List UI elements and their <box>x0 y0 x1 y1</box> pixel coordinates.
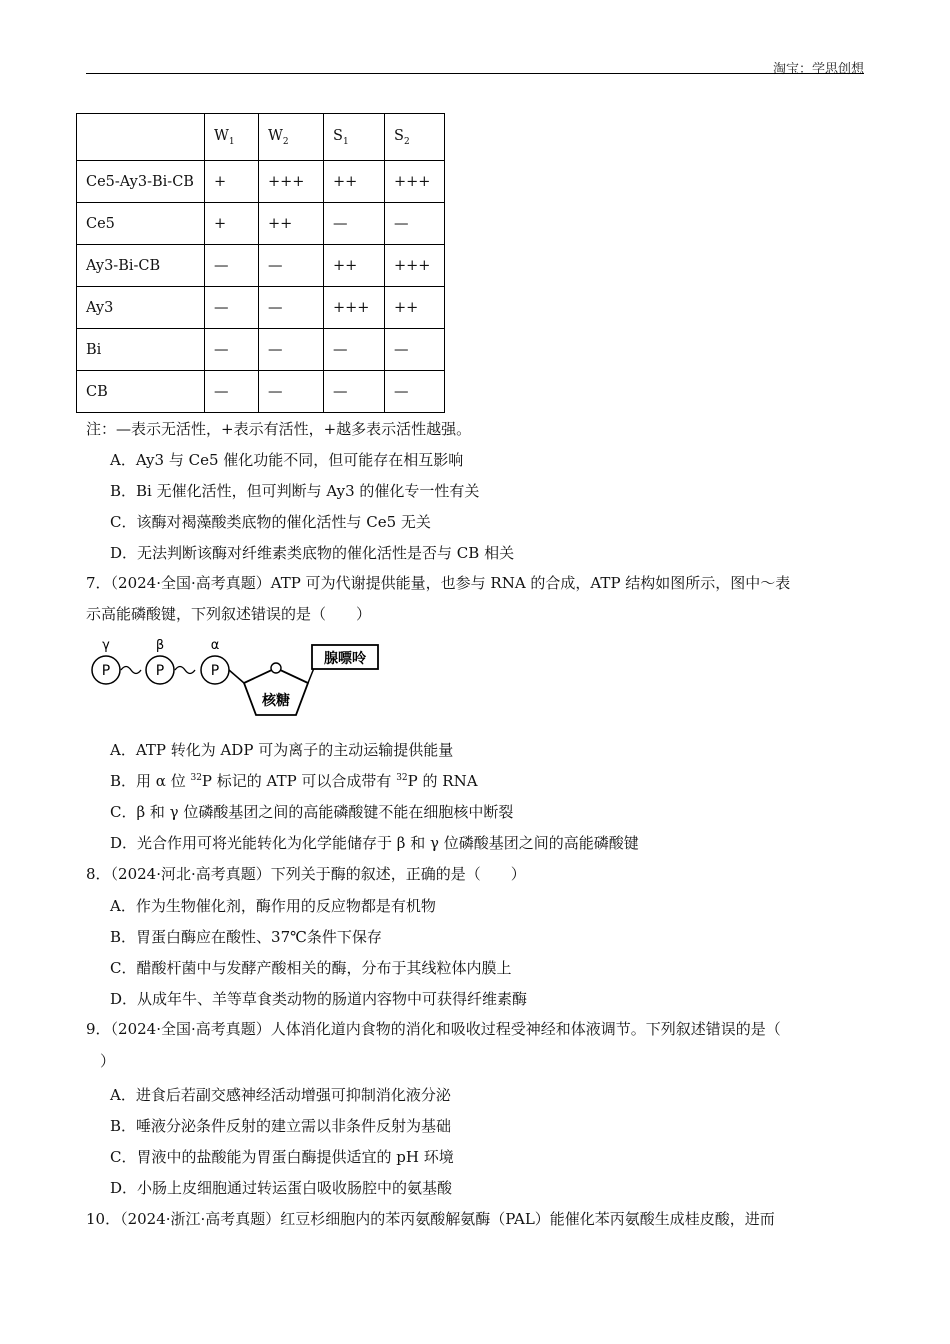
q9-stem-line1: 9．（2024·全国·高考真题）人体消化道内食物的消化和吸收过程受神经和体液调节。下列叙述错误的是（ <box>86 1020 781 1038</box>
phosphate-beta-label: P <box>155 663 165 679</box>
q7-stem-line2: 示高能磷酸键，下列叙述错误的是（ ） <box>86 605 372 623</box>
table-cell: — <box>385 203 445 245</box>
q8-option-c: C．醋酸杆菌中与发酵产酸相关的酶，分布于其线粒体内膜上 <box>110 959 512 977</box>
ring-oxygen <box>271 663 281 673</box>
table-cell: — <box>205 329 259 371</box>
header-text: 淘宝：学思创想 <box>772 62 864 77</box>
q7-option-b <box>110 770 478 791</box>
q9-option-b: B．唾液分泌条件反射的建立需以非条件反射为基础 <box>110 1117 452 1135</box>
table-cell: — <box>385 329 445 371</box>
adenine-label: 腺嘌呤 <box>324 651 366 667</box>
q7-option-d: D．光合作用可将光能转化为化学能储存于 β 和 γ 位磷酸基团之间的高能磷酸键 <box>110 834 639 852</box>
table-row <box>77 245 445 287</box>
table-row <box>77 161 445 203</box>
row-label: Ay3-Bi-CB <box>77 245 205 287</box>
table-cell: — <box>324 371 385 413</box>
table-cell: + <box>205 203 259 245</box>
q7-option-b-part3: P 的 RNA <box>407 772 478 790</box>
table-cell: — <box>259 245 324 287</box>
row-label: Ce5 <box>77 203 205 245</box>
table-header-cell: $S_2$ <box>385 114 445 161</box>
phosphate-gamma-label: P <box>101 663 111 679</box>
table-row <box>77 203 445 245</box>
q10-stem-line1: 10．（2024·浙江·高考真题）红豆杉细胞内的苯丙氨酸解氨酶（PAL）能催化苯丙氨酸生成桂皮酸，进而 <box>86 1210 775 1228</box>
alpha-ribose-bond <box>229 670 244 683</box>
isotope-mass-number: 32 <box>190 773 202 783</box>
activity-table <box>76 113 445 413</box>
table-cell: ++ <box>259 203 324 245</box>
table-header-cell: $W_1$ <box>205 114 259 161</box>
table-cell: — <box>205 245 259 287</box>
q9-option-c: C．胃液中的盐酸能为胃蛋白酶提供适宜的 pH 环境 <box>110 1148 454 1166</box>
table-cell: — <box>259 287 324 329</box>
table-row <box>77 287 445 329</box>
high-energy-bond-beta-alpha <box>175 667 195 674</box>
ribose-base-bond <box>308 668 314 683</box>
table-cell: — <box>385 371 445 413</box>
table-cell: +++ <box>259 161 324 203</box>
high-energy-bond-gamma-beta <box>121 667 141 674</box>
q7-stem-line1: 7．（2024·全国·高考真题）ATP 可为代谢提供能量，也参与 RNA 的合成，ATP 结构如图所示，图中～表 <box>86 574 791 592</box>
q6-option-c: C．该酶对褐藻酸类底物的催化活性与 Ce5 无关 <box>110 513 431 531</box>
table-cell: +++ <box>324 287 385 329</box>
q8-option-b: B．胃蛋白酶应在酸性、37℃条件下保存 <box>110 928 382 946</box>
table-cell: — <box>259 329 324 371</box>
table-header-cell: $W_2$ <box>259 114 324 161</box>
q7-option-b-part2: P 标记的 ATP 可以合成带有 <box>201 772 397 790</box>
table-note: 注：—表示无活性，+表示有活性，+越多表示活性越强。 <box>86 420 472 438</box>
table-cell: — <box>205 371 259 413</box>
q9-stem-line2: ） <box>100 1052 116 1070</box>
row-label: Bi <box>77 329 205 371</box>
table-cell: — <box>259 371 324 413</box>
q8-option-a: A．作为生物催化剂，酶作用的反应物都是有机物 <box>110 897 436 915</box>
table-row <box>77 371 445 413</box>
table-cell: ++ <box>324 245 385 287</box>
q6-option-d: D．无法判断该酶对纤维素类底物的催化活性是否与 CB 相关 <box>110 544 515 562</box>
table-cell: — <box>324 329 385 371</box>
table-cell: +++ <box>385 161 445 203</box>
ribose-label: 核糖 <box>262 693 290 709</box>
row-label: Ce5-Ay3-Bi-CB <box>77 161 205 203</box>
q9-option-a: A．进食后若副交感神经活动增强可抑制消化液分泌 <box>110 1086 451 1104</box>
table-row <box>77 329 445 371</box>
q6-option-a: A．Ay3 与 Ce5 催化功能不同，但可能存在相互影响 <box>110 451 464 469</box>
row-label: Ay3 <box>77 287 205 329</box>
table-header-cell <box>77 114 205 161</box>
q8-stem: 8．（2024·河北·高考真题）下列关于酶的叙述，正确的是（ ） <box>86 865 526 883</box>
table-cell: ++ <box>324 161 385 203</box>
q7-option-b-part1: B．用 α 位 <box>110 772 191 790</box>
q7-option-c: C．β 和 γ 位磷酸基团之间的高能磷酸键不能在细胞核中断裂 <box>110 803 514 821</box>
table-header-cell: $S_1$ <box>324 114 385 161</box>
isotope-mass-number: 32 <box>396 773 408 783</box>
header-rule <box>86 73 864 74</box>
beta-label: β <box>155 638 165 653</box>
q8-option-d: D．从成年牛、羊等草食类动物的肠道内容物中可获得纤维素酶 <box>110 990 528 1008</box>
phosphate-alpha-label: P <box>210 663 220 679</box>
table-header-row <box>77 114 445 161</box>
table-cell: — <box>205 287 259 329</box>
table-cell: +++ <box>385 245 445 287</box>
row-label: CB <box>77 371 205 413</box>
q6-option-b: B．Bi 无催化活性，但可判断与 Ay3 的催化专一性有关 <box>110 482 480 500</box>
atp-structure-figure <box>86 635 386 720</box>
q7-option-a: A．ATP 转化为 ADP 可为离子的主动运输提供能量 <box>110 741 454 759</box>
alpha-label: α <box>210 638 220 653</box>
gamma-label: γ <box>102 638 110 653</box>
table-cell: ++ <box>385 287 445 329</box>
table-cell: + <box>205 161 259 203</box>
q9-option-d: D．小肠上皮细胞通过转运蛋白吸收肠腔中的氨基酸 <box>110 1179 453 1197</box>
table-cell: — <box>324 203 385 245</box>
